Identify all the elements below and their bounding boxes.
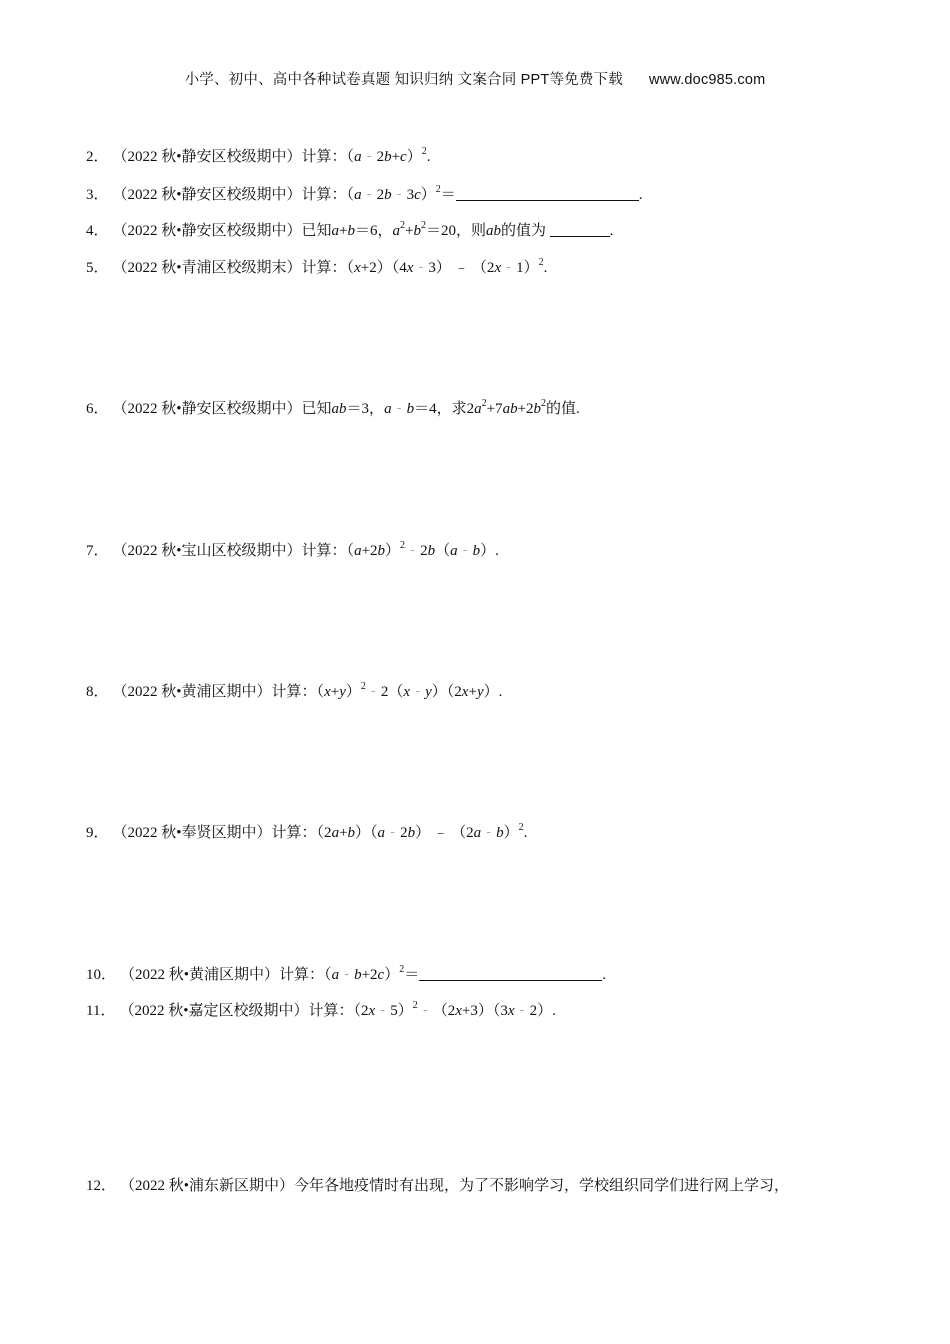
question-source: （2022 秋•静安区校级期中） <box>112 149 302 165</box>
question-number: 4． <box>86 223 109 239</box>
question-prompt: 计算： <box>279 967 325 983</box>
question-5 <box>86 257 547 278</box>
question-8 <box>86 681 502 702</box>
answer-blank[interactable] <box>550 222 610 237</box>
answer-blank[interactable] <box>419 966 602 981</box>
condition-1: ＝3， <box>346 401 385 417</box>
math-expression: （2a+b）（a ﹣ 2b） ﹣ （2a ﹣ b）$^2$. <box>316 822 528 841</box>
question-prompt: 计算： <box>271 825 317 841</box>
question-prompt: 计算： <box>301 260 347 276</box>
question-6: 6． （2022 秋•静安区校级期中）已知ab＝3，a ﹣ b＝4，求$2a^2+7ab+2b^2$的值. <box>86 398 580 417</box>
math-expression: （a ﹣ b+2c）$^2$＝ <box>324 964 420 983</box>
question-9 <box>86 822 527 843</box>
question-tail: 的值为 <box>501 223 547 239</box>
question-prompt: 计算： <box>301 187 347 203</box>
question-prompt: 已知 <box>301 401 332 417</box>
question-prompt: 计算： <box>301 543 347 559</box>
question-number: 3． <box>86 187 109 203</box>
question-source: （2022 秋•青浦区校级期末） <box>112 260 302 276</box>
math-expression: （2x ﹣ 5）$^2$ ﹣ （2x+3）（3x ﹣ 2）. <box>353 1000 556 1019</box>
question-number: 6． <box>86 401 109 417</box>
question-12 <box>86 1176 789 1196</box>
question-number: 2． <box>86 149 109 165</box>
condition-1: ＝6， <box>355 223 393 239</box>
math-expression: （x+2）（4x ﹣ 3） ﹣ （2x ﹣ 1）$^2$. <box>346 257 548 276</box>
question-11 <box>86 1000 556 1021</box>
question-source: （2022 秋•嘉定区校级期中） <box>119 1003 309 1019</box>
question-prompt: 已知 <box>301 223 332 239</box>
question-source: （2022 秋•静安区校级期中） <box>112 187 302 203</box>
math-expression: （a ﹣ 2b ﹣ 3c）$^2$＝ <box>346 184 456 203</box>
page-header <box>0 68 950 89</box>
question-number: 12． <box>86 1178 117 1194</box>
math-expression: （a ﹣ 2b+c）$^2$. <box>346 146 431 165</box>
question-source: （2022 秋•奉贤区期中） <box>112 825 272 841</box>
question-prompt: 计算： <box>271 684 317 700</box>
question-source: （2022 秋•静安区校级期中） <box>112 401 302 417</box>
question-7 <box>86 540 499 561</box>
header-site-link[interactable]: www.doc985.com <box>648 72 766 88</box>
question-4: 4． （2022 秋•静安区校级期中）已知a+b＝6，$a^2+b^2=20$，则ab的值为 . <box>86 220 614 239</box>
math-expression: $(a+2b)^2$ ﹣ 2b（a ﹣ b）. <box>346 540 499 559</box>
question-number: 5． <box>86 260 109 276</box>
question-source: （2022 秋•静安区校级期中） <box>112 223 302 239</box>
question-number: 11． <box>86 1003 116 1019</box>
question-source: （2022 秋•浦东新区期中） <box>120 1178 295 1194</box>
question-source: （2022 秋•黄浦区期中） <box>112 684 272 700</box>
question-10: 10． （2022 秋•黄浦区期中）计算：（a ﹣ b+2c）$^2$＝ . <box>86 964 606 983</box>
question-number: 10． <box>86 967 117 983</box>
condition-2: ＝20，则 <box>426 223 487 239</box>
math-expression: $(x+y)^2$ ﹣ 2（x ﹣ y）（2x+y）. <box>316 681 503 700</box>
question-tail: 的值. <box>546 401 580 417</box>
question-source: （2022 秋•黄浦区期中） <box>120 967 280 983</box>
question-3: 3． （2022 秋•静安区校级期中）计算：（a ﹣ 2b ﹣ 3c）$^2$＝ . <box>86 184 643 203</box>
header-text: 小学、初中、高中各种试卷真题 知识归纳 文案合同 PPT等免费下载 <box>184 72 623 88</box>
question-number: 8． <box>86 684 109 700</box>
question-2 <box>86 146 430 167</box>
question-prompt: 计算： <box>301 149 347 165</box>
question-source: （2022 秋•宝山区校级期中） <box>112 543 302 559</box>
question-prompt: 计算： <box>308 1003 354 1019</box>
answer-blank[interactable] <box>456 186 639 201</box>
question-prompt: 今年各地疫情时有出现，为了不影响学习，学校组织同学们进行网上学习， <box>294 1178 790 1194</box>
condition-2: ＝4，求 <box>414 401 467 417</box>
question-number: 9． <box>86 825 109 841</box>
question-number: 7． <box>86 543 109 559</box>
